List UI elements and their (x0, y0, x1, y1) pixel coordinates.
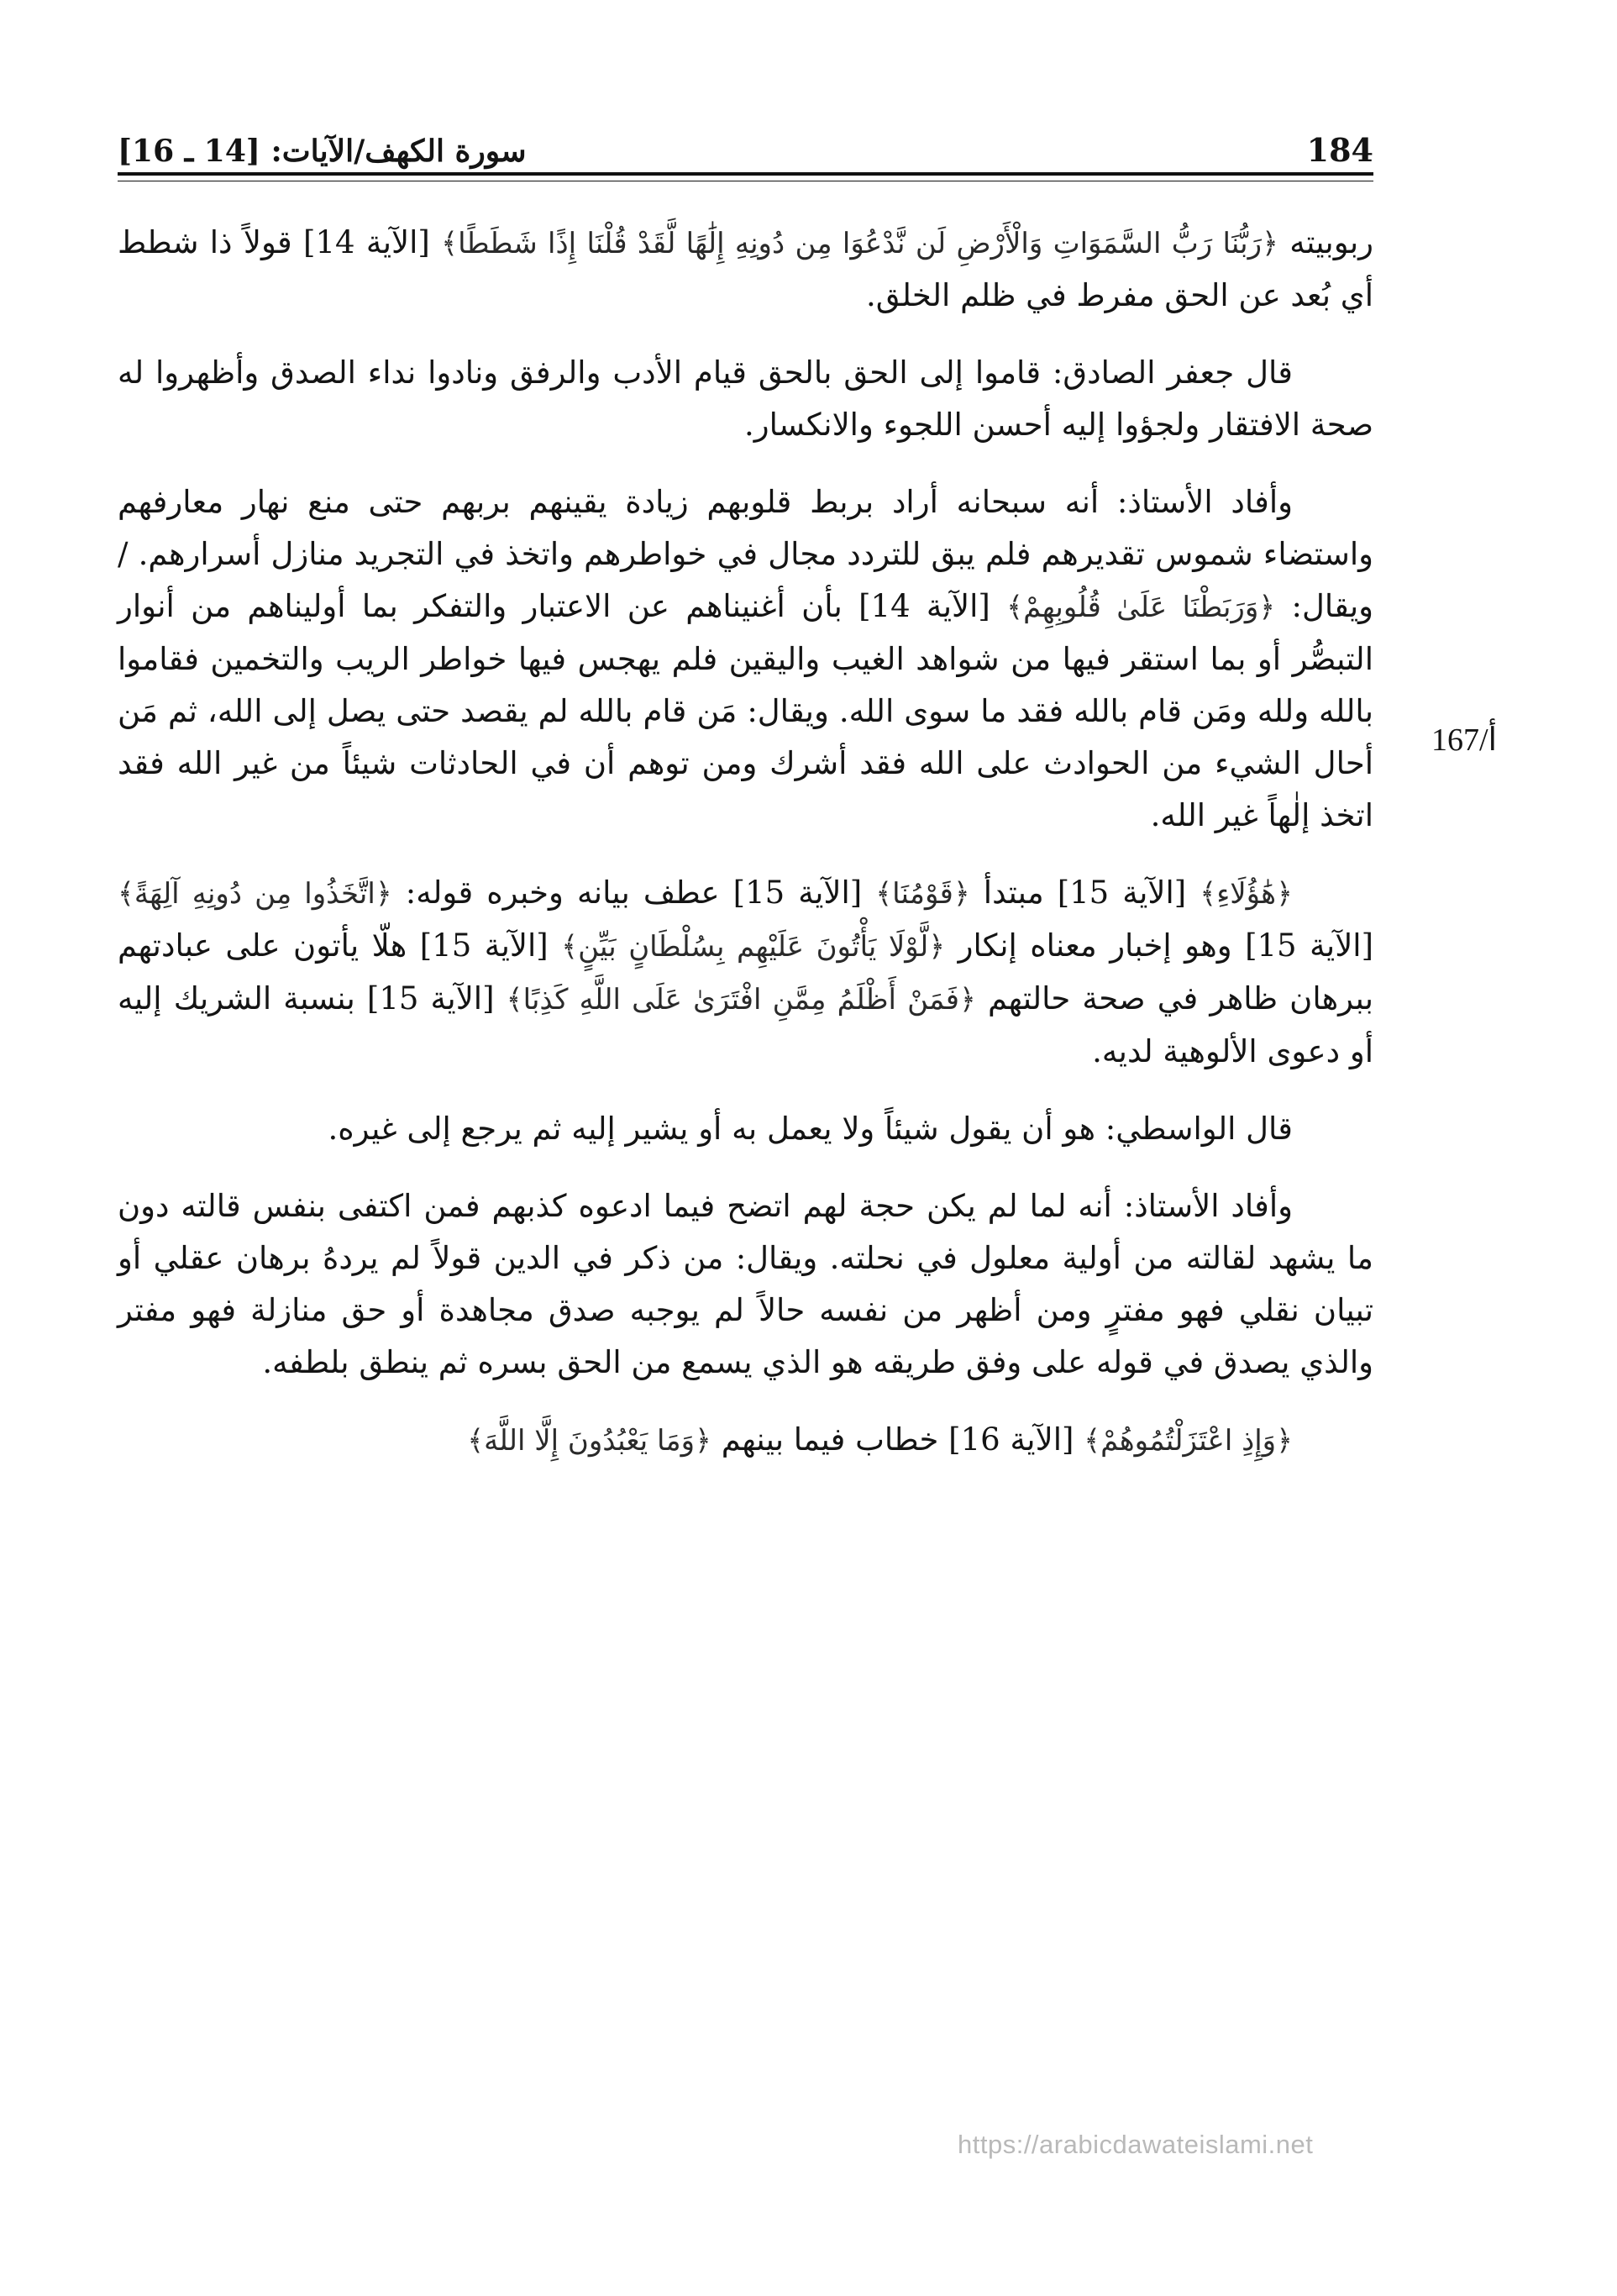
text-run: [الآية 15] وهو إخبار معناه إنكار (958, 927, 1374, 964)
page-number: 184 (1306, 131, 1373, 169)
paragraph-7 (118, 1414, 1373, 1467)
text-run: قال جعفر الصادق: قاموا إلى الحق بالحق قيام الأدب والرفق ونادوا نداء الصدق وأظهروا له صحة الافتقار ولجؤوا إليه أحسن اللجوء والانكسار. (118, 355, 1373, 443)
running-title: سورة الكهف/الآيات: [14 ـ 16] (118, 134, 527, 169)
margin-folio-note: 167/أ (1431, 722, 1498, 758)
text-run: [الآية 15] هلّا يأتون على عبادتهم ببرهان ظاهر في صحة حالتهم (118, 927, 1373, 1017)
paragraph-4 (118, 867, 1373, 1078)
text-run: [الآية 15] بنسبة الشريك إليه أو دعوى الألوهية لديه. (118, 980, 1373, 1069)
text-run: ربوبيته (1289, 224, 1374, 260)
text-run: [الآية 16] خطاب فيما بينهم (721, 1421, 1074, 1458)
paragraph-1 (118, 217, 1373, 322)
text-run: [الآية 14] قولاً ذا شطط أي بُعد عن الحق مفرط في ظلم الخلق. (118, 224, 1373, 313)
quran-quote: ﴿فَمَنْ أَظْلَمُ مِمَّنِ افْتَرَىٰ عَلَى اللَّهِ كَذِبًا﴾ (506, 983, 976, 1017)
quran-quote: ﴿هَٰؤُلَاءِ﴾ (1200, 877, 1293, 911)
text-run: [الآية 15] عطف بيانه وخبره قوله: (405, 875, 863, 911)
quran-quote: ﴿رَبُّنَا رَبُّ السَّمَوَاتِ وَالْأَرْضِ لَن نَّدْعُوَا مِن دُونِهِ إِلَٰهًا لَّقَدْ قُلْنَا إِذًا شَطَطًا﴾ (441, 227, 1278, 260)
quran-quote: ﴿لَّوْلَا يَأْتُونَ عَلَيْهِم بِسُلْطَانٍ بَيِّنٍ﴾ (561, 930, 946, 964)
text-run: وأفاد الأستاذ: أنه لما لم يكن حجة لهم اتضح فيما ادعوه كذبهم فمن اكتفى بنفس قالته دون ما يشهد لقالته من أولية معلول في نحلته. ويقال: من ذكر في الدين قولاً لم يردهُ برهان عقلي أو تبيان نقلي فهو مفترٍ ومن أظهر من نفسه حالاً لم يوجبه صدق مجاهدة أو حق منازلة فهو مفتر والذي يصدق في قوله على وفق طريقه هو الذي يسمع من الحق بسره ثم ينطق بلطفه. (118, 1188, 1373, 1380)
paragraph-3 (118, 476, 1373, 842)
quran-quote: ﴿وَرَبَطْنَا عَلَىٰ قُلُوبِهِمْ﴾ (1006, 591, 1276, 624)
page-header (118, 108, 1373, 169)
text-run: [الآية 14] بأن أغنيناهم عن الاعتبار والتفكر بما أوليناهم من أنوار التبصُّر أو بما استقر فيها من شواهد الغيب واليقين فلم يهجس فيها خواطر الريب والتخمين فقاموا بالله ولله ومَن قام بالله فقد ما سوى الله. ويقال: مَن قام بالله لم يقصد حتى يصل إلى الله، ثم مَن أحال الشيء من الحوادث على الله فقد أشرك ومن توهم أن في الحادثات شيئاً من غير الله فقد اتخذ إلٰهاً غير الله. (118, 588, 1373, 833)
quran-quote: ﴿اتَّخَذُوا مِن دُونِهِ آلِهَةً﴾ (118, 877, 392, 911)
main-text (118, 217, 1373, 1492)
quran-quote: ﴿وَإِذِ اعْتَزَلْتُمُوهُمْ﴾ (1084, 1424, 1293, 1458)
text-run: قال الواسطي: هو أن يقول شيئاً ولا يعمل به أو يشير إليه ثم يرجع إلى غيره. (328, 1111, 1293, 1147)
paragraph-5 (118, 1103, 1373, 1155)
paragraph-2 (118, 347, 1373, 451)
quran-quote: ﴿وَمَا يَعْبُدُونَ إِلَّا اللَّهَ﴾ (467, 1424, 711, 1458)
text-run: [الآية 15] مبتدأ (983, 875, 1187, 911)
text-run: وأفاد الأستاذ: أنه سبحانه أراد بربط قلوبهم زيادة يقينهم بربهم حتى منع نهار معارفهم واستضاء شموس تقديرهم فلم يبق للتردد مجال في خواطرهم واتخذ في التجريد منازل أسرارهم. / ويقال: (118, 484, 1373, 624)
watermark-url: https://arabicdawateislami.net (958, 2130, 1314, 2159)
quran-quote: ﴿قَوْمُنَا﴾ (875, 877, 970, 911)
paragraph-6 (118, 1180, 1373, 1389)
header-rule-thick (118, 172, 1373, 176)
